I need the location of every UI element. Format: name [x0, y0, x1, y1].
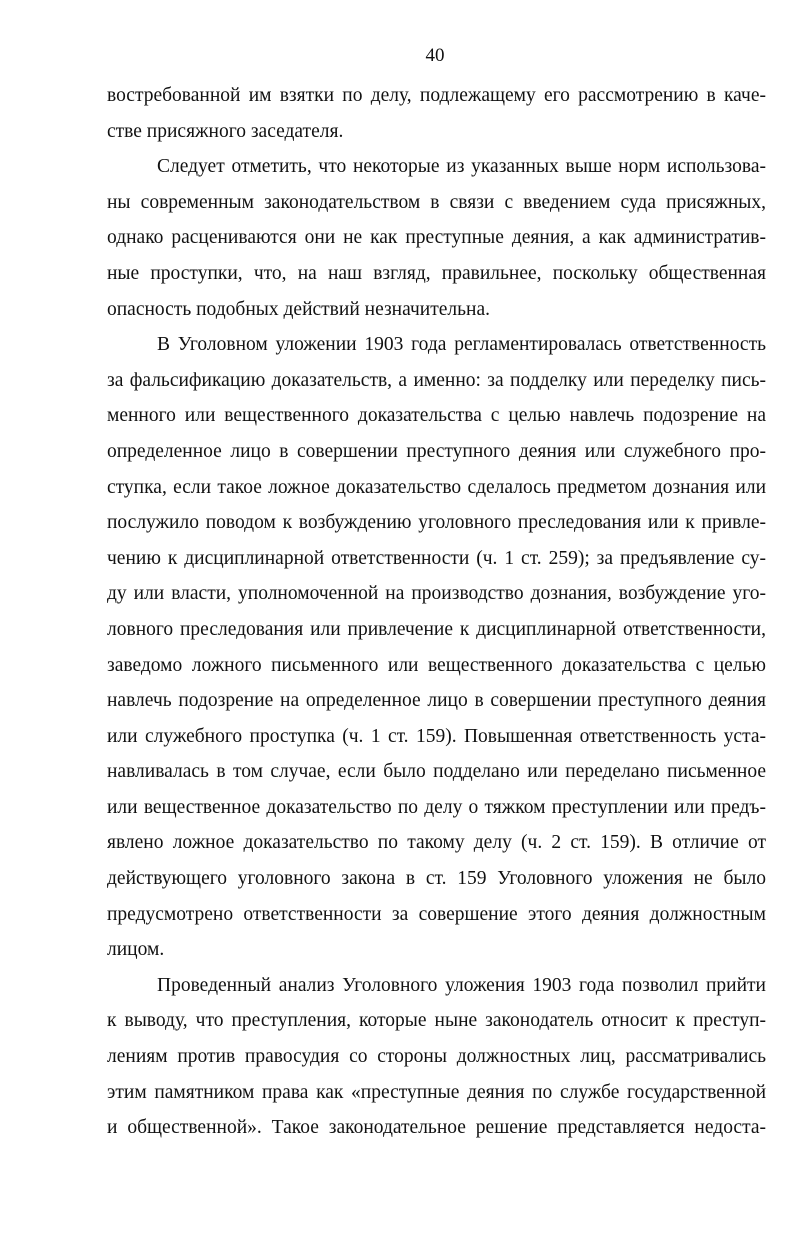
text-line: этим памятником права как «преступные деяния по службе государственной — [107, 1081, 766, 1103]
text-line: и общественной». Такое законодательное решение представляется недоста- — [107, 1117, 766, 1139]
text-line: лениям против правосудия со стороны должностных лиц, рассматривались — [107, 1046, 766, 1068]
text-line: определенное лицо в совершении преступного деяния или служебного про- — [107, 440, 766, 462]
text-line: за фальсификацию доказательств, а именно: за подделку или переделку пись- — [107, 369, 766, 391]
text-line: предусмотрено ответственности за совершение этого деяния должностным — [107, 903, 766, 925]
paragraph-first-line: Проведенный анализ Уголовного уложения 1903 года позволил прийти — [157, 974, 766, 996]
paragraph-first-line: Следует отметить, что некоторые из указанных выше норм использова- — [157, 156, 766, 178]
text-line: навливалась в том случае, если было подделано или переделано письменное — [107, 761, 766, 783]
text-line: или служебного проступка (ч. 1 ст. 159). Повышенная ответственность уста- — [107, 725, 766, 747]
text-line: чению к дисциплинарной ответственности (ч. 1 ст. 259); за предъявление су- — [107, 547, 766, 569]
paragraph-first-line: В Уголовном уложении 1903 года регламентировалась ответственность — [157, 334, 766, 356]
text-line: послужило поводом к возбуждению уголовного преследования или к привле- — [107, 512, 766, 534]
text-line: лицом. — [107, 939, 165, 961]
text-line: явлено ложное доказательство по такому делу (ч. 2 ст. 159). В отличие от — [107, 832, 766, 854]
text-line: стве присяжного заседателя. — [107, 120, 344, 142]
text-line: ду или власти, уполномоченной на производство дознания, возбуждение уго- — [107, 583, 766, 605]
text-line: к выводу, что преступления, которые ныне законодатель относит к преступ- — [107, 1010, 766, 1032]
page-number: 40 — [425, 45, 445, 66]
text-line: действующего уголовного закона в ст. 159 Уголовного уложения не было — [107, 868, 766, 890]
text-line: навлечь подозрение на определенное лицо в совершении преступного деяния — [107, 690, 766, 712]
text-line: опасность подобных действий незначительна. — [107, 298, 490, 320]
document-body — [107, 78, 766, 1146]
text-line: ступка, если такое ложное доказательство сделалось предметом дознания или — [107, 476, 766, 498]
text-line: или вещественное доказательство по делу о тяжком преступлении или предъ- — [107, 796, 766, 818]
text-line: заведомо ложного письменного или вещественного доказательства с целью — [107, 654, 766, 676]
text-line: ные проступки, что, на наш взгляд, правильнее, поскольку общественная — [107, 262, 766, 284]
text-line: однако расцениваются они не как преступные деяния, а как административ- — [107, 227, 766, 249]
text-line: менного или вещественного доказательства с целью навлечь подозрение на — [107, 405, 766, 427]
text-line: ны современным законодательством в связи с введением суда присяжных, — [107, 191, 766, 213]
text-line: ловного преследования или привлечение к дисциплинарной ответственности, — [107, 618, 766, 640]
text-line: востребованной им взятки по делу, подлежащему его рассмотрению в каче- — [107, 85, 766, 106]
